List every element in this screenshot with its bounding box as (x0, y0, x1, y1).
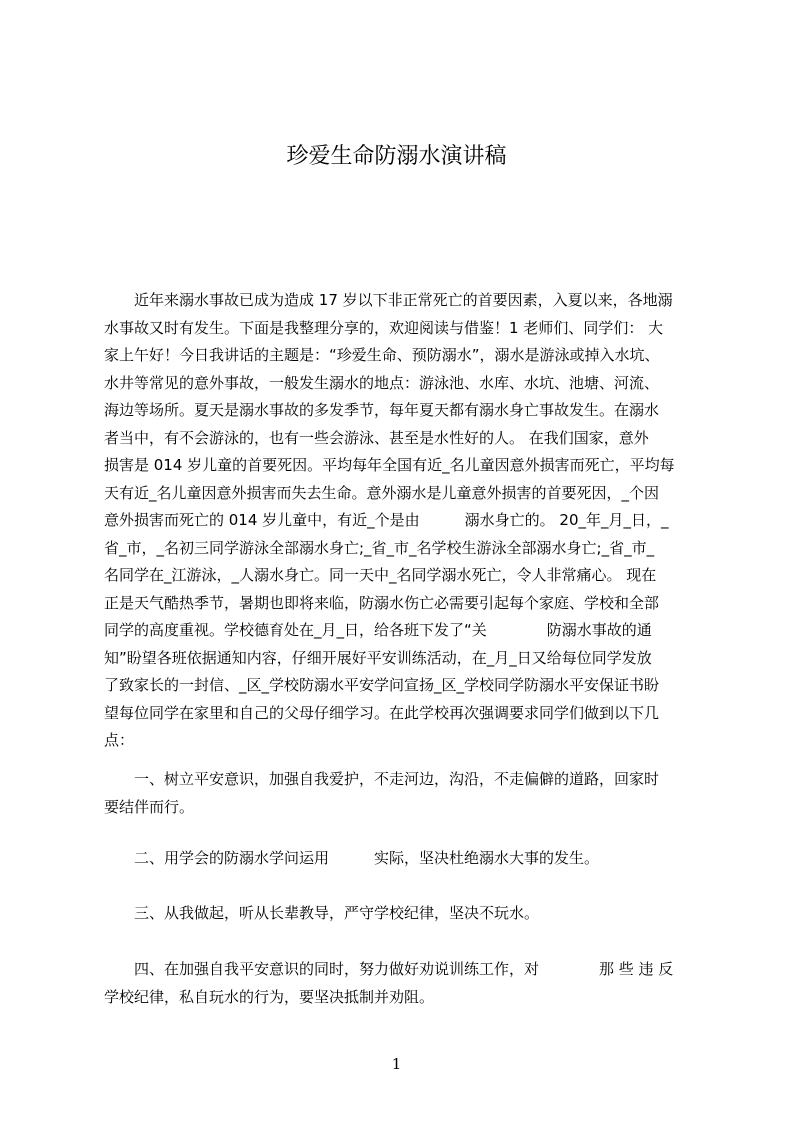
paragraph-line: 海边等场所。夏天是溺水事故的多发季节，每年夏天都有溺水身亡事故发生。在溺水 (104, 401, 660, 419)
paragraph-line: 知”盼望各班依据通知内容，仔细开展好平安训练活动，在_月_日又给每位同学发放 (104, 648, 652, 667)
paragraph-line: 水井等常见的意外事故，一般发生溺水的地点：游泳池、水库、水坑、池塘、河流、 (104, 373, 660, 392)
paragraph-line: 学校纪律，私自玩水的行为，要坚决抵制并劝阻。 (104, 987, 435, 1006)
paragraph-line: 三、从我做起，听从长辈教导，严守学校纪律，坚决不玩水。 (104, 904, 540, 922)
paragraph-line: 名同学在_江游泳，_人溺水身亡。同一天中_名同学溺水死亡，令人非常痛心。 现在 (104, 566, 657, 584)
paragraph-line: 意外损害而死亡的 014 岁儿童中，有近_个是由 溺水身亡的。 20_年_月_日，_ (104, 511, 669, 529)
paragraph-line: 水事故又时有发生。下面是我整理分享的，欢迎阅读与借鉴！1 老师们、同学们： 大 (104, 318, 664, 337)
paragraph-line: 一、树立平安意识，加强自我爱护，不走河边，沟沿，不走偏僻的道路，回家时 (104, 770, 660, 788)
paragraph-line: 天有近_名儿童因意外损害而失去生命。意外溺水是儿童意外损害的首要死因，_个因 (104, 483, 660, 502)
point-one-paragraph (104, 766, 710, 821)
paragraph-line: 近年来溺水事故已成为造成 17 岁以下非正常死亡的首要因素，入夏以来，各地溺 (104, 291, 673, 309)
paragraph-line: 四、在加强自我平安意识的同时，努力做好劝说训练工作，对 那 些 违 反 (104, 960, 674, 978)
paragraph-line: 者当中，有不会游泳的，也有一些会游泳、甚至是水性好的人。 在我们国家，意外 (104, 428, 649, 447)
paragraph-line: 了致家长的一封信、_区_学校防溺水平安学问宣扬_区_学校同学防溺水平安保证书盼 (104, 676, 660, 694)
point-two-paragraph (104, 845, 710, 873)
point-four-paragraph (104, 956, 710, 1011)
page-number: 1 (391, 1055, 402, 1073)
paragraph-line: 正是天气酷热季节，暑期也即将来临，防溺水伤亡必需要引起每个家庭、学校和全部 (104, 593, 660, 612)
paragraph-line: 损害是 014 岁儿童的首要死因。平均每年全国有近_名儿童因意外损害而死亡，平均每 (104, 456, 675, 474)
point-three-paragraph (104, 900, 710, 928)
paragraph-line: 望每位同学在家里和自己的父母仔细学习。在此学校再次强调要求同学们做到以下几 (104, 703, 660, 722)
paragraph-line: 省_市，_名初三同学游泳全部溺水身亡;_省_市_名学校生游泳全部溺水身亡;_省_市_ (104, 538, 655, 557)
document-title: 珍爱生命防溺水演讲稿 (286, 144, 507, 169)
intro-paragraph (104, 287, 710, 755)
paragraph-line: 家上午好！今日我讲话的主题是：“珍爱生命、预防溺水”，溺水是游泳或掉入水坑、 (104, 346, 660, 364)
paragraph-line: 二、用学会的防溺水学问运用 实际，坚决杜绝溺水大事的发生。 (104, 849, 600, 867)
paragraph-line: 同学的高度重视。学校德育处在_月_日，给各班下发了“关 防溺水事故的通 (104, 621, 652, 639)
paragraph-line: 要结伴而行。 (104, 797, 195, 816)
paragraph-line: 点： (104, 731, 135, 749)
